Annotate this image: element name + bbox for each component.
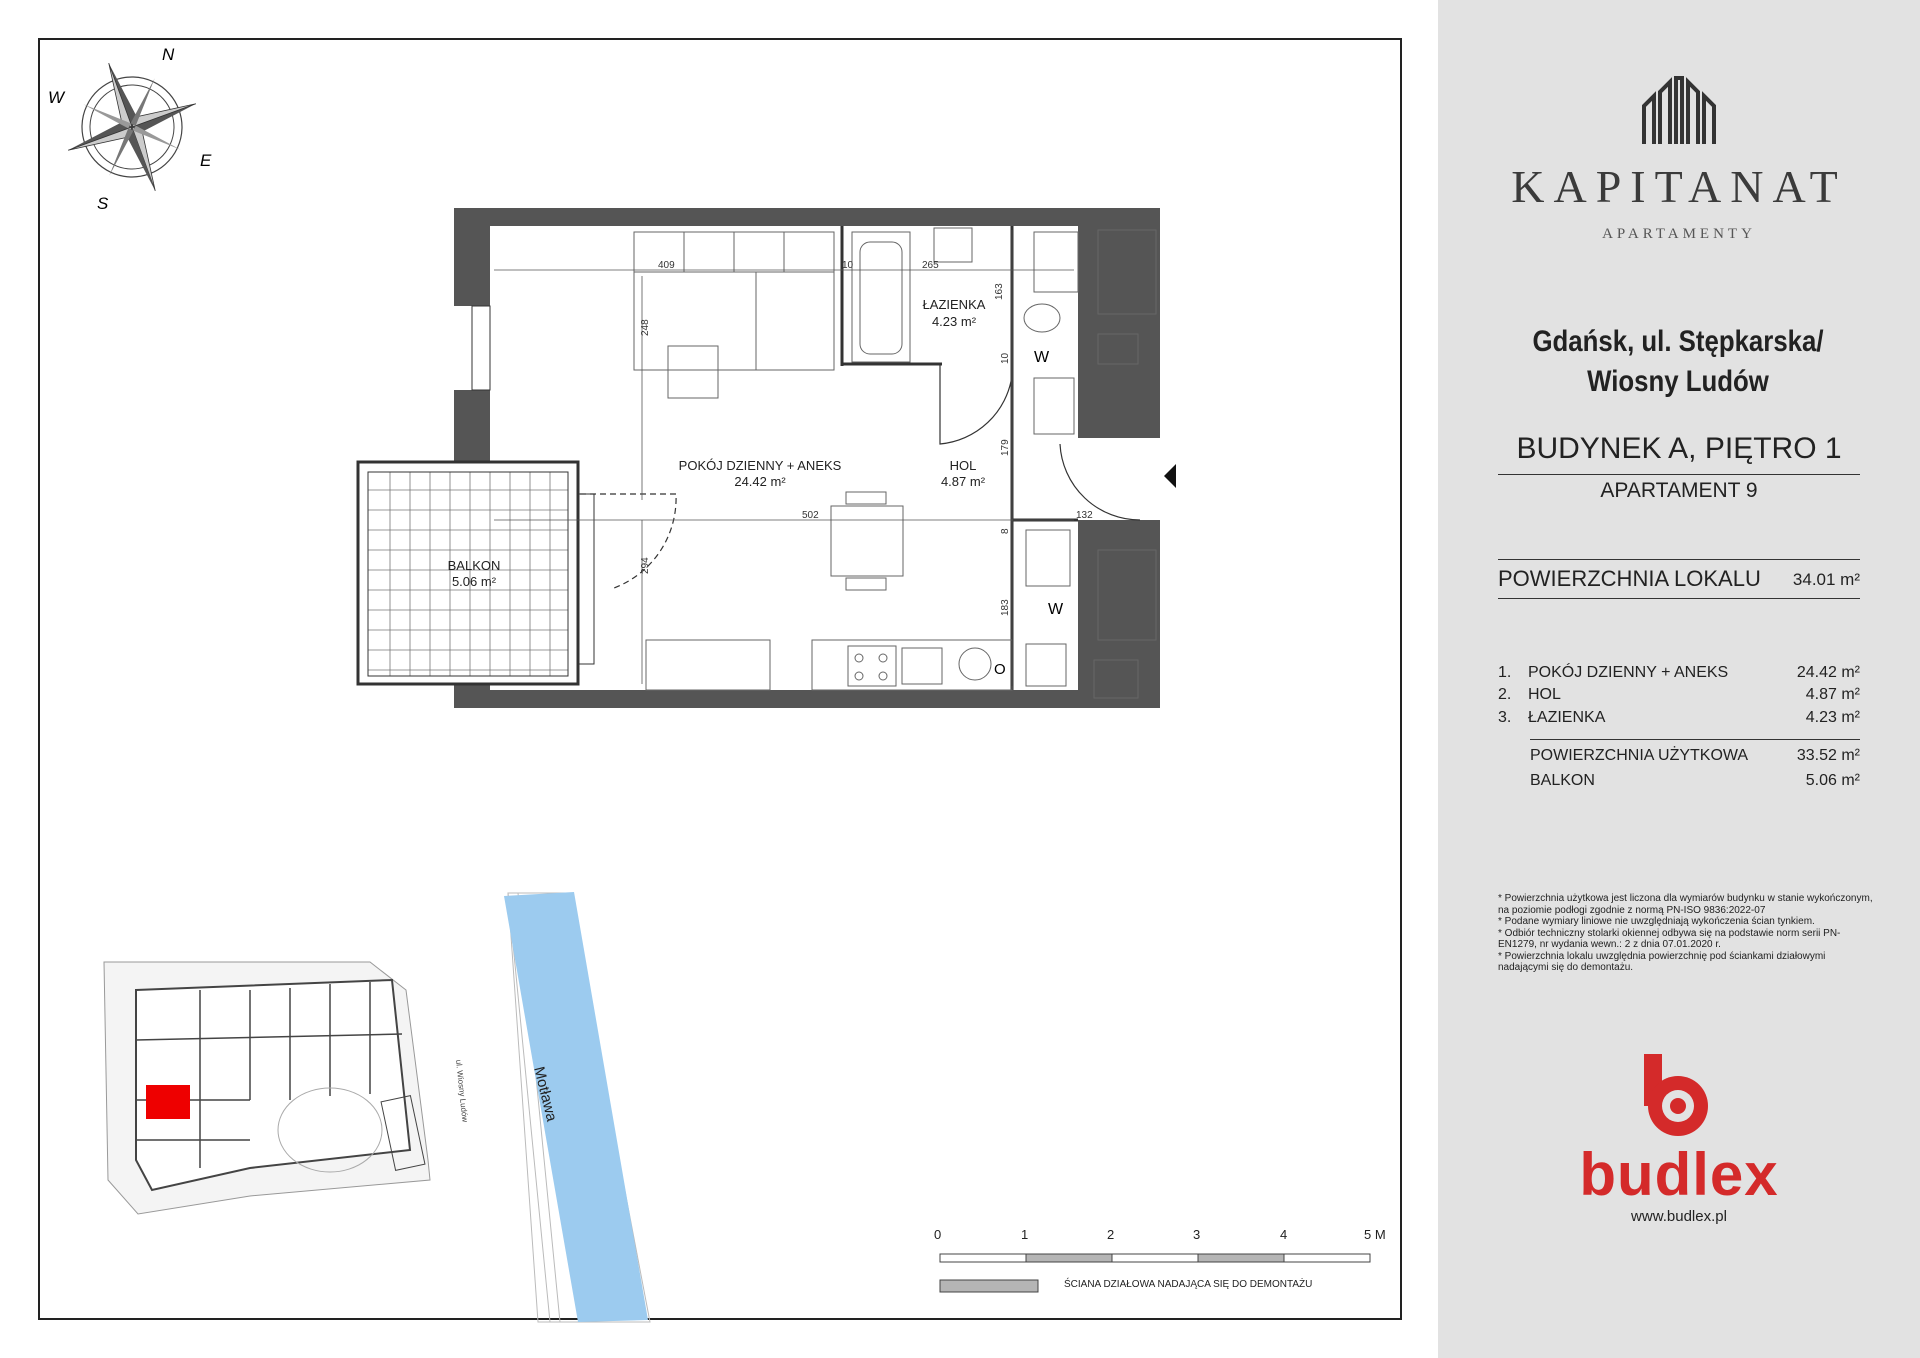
divider (1498, 474, 1860, 475)
scale-label-5: 5 M (1364, 1227, 1386, 1242)
dim-179: 179 (1000, 439, 1011, 456)
legend-text: ŚCIANA DZIAŁOWA NADAJĄCA SIĘ DO DEMONTAŻU (1064, 1279, 1313, 1290)
room-name-balkon: BALKON (447, 558, 501, 573)
list-item: 2. HOL 4.87 m² (1498, 686, 1860, 703)
budlex-logo-icon (1638, 1054, 1718, 1138)
footnotes: * Powierzchnia użytkowa jest liczona dla wymiarów budynku w stanie wykończonym, na poziomie podłogi zgodnie z normą PN-ISO 9836:2022-07 * Podane wymiary liniowe nie uwzględniają wykończenia ścian tynkiem. * Odbiór techniczny stolarki okiennej odbywa się na podstawie norm serii PN-EN1279, nr wydania wewn.: 2 z dnia 07.01.2020 r. * Powierzchnia lokalu uwzględnia powierzchnię pod ściankami działowymi nadającymi się do demontażu. (1498, 893, 1873, 973)
site-map (104, 892, 650, 1322)
dim-409: 409 (658, 260, 675, 271)
room-area-hol: 4.87 m² (940, 474, 986, 489)
area-label: POWIERZCHNIA LOKALU (1498, 566, 1761, 591)
logo-title: KAPITANAT (1511, 161, 1847, 212)
area-value: 34.01 m² (1792, 570, 1860, 589)
building-floor: BUDYNEK A, PIĘTRO 1 (1516, 432, 1842, 465)
list-item: 3. ŁAZIENKA 4.23 m² (1498, 709, 1860, 726)
dim-163: 163 (994, 283, 1005, 300)
building-logo-icon (1638, 74, 1718, 146)
river-label: Motława (530, 1064, 561, 1124)
dim-183: 183 (1000, 599, 1011, 616)
balcony-area-row: BALKON 5.06 m² (1530, 772, 1860, 789)
compass-n-label: N (162, 45, 175, 64)
dim-8: 8 (1000, 528, 1011, 534)
divider (1530, 739, 1860, 740)
compass-s-label: S (97, 194, 109, 213)
address: Gdańsk, ul. Stępkarska/ Wiosny Ludów (1532, 325, 1824, 398)
scale-label-1: 1 (1021, 1227, 1029, 1242)
room-area-balkon: 5.06 m² (451, 574, 497, 589)
room-name-hol: HOL (949, 458, 977, 473)
divider (1498, 559, 1860, 560)
compass-rose-icon (45, 40, 219, 214)
room-area-lazienka: 4.23 m² (931, 314, 977, 329)
scale-label-0: 0 (934, 1227, 942, 1242)
room-name-pokoj: POKÓJ DZIENNY + ANEKS (678, 458, 842, 473)
fixture-w-upper: W (1034, 349, 1050, 366)
apartment-number: APARTAMENT 9 (1600, 479, 1758, 502)
info-sidebar (1438, 0, 1920, 1358)
scale-label-3: 3 (1193, 1227, 1201, 1242)
dim-294: 294 (640, 557, 651, 574)
balcony-area (358, 462, 578, 684)
brand-name: budlex (1579, 1141, 1779, 1208)
scale-label-4: 4 (1280, 1227, 1288, 1242)
list-item: 1. POKÓJ DZIENNY + ANEKS 24.42 m² (1498, 664, 1860, 681)
logo-subtitle: APARTAMENTY (1602, 226, 1756, 242)
dim-248: 248 (640, 319, 651, 336)
divider (1498, 598, 1860, 599)
scale-label-2: 2 (1107, 1227, 1115, 1242)
fixture-w-lower: W (1048, 601, 1064, 618)
compass-e-label: E (200, 151, 212, 170)
fixture-o: O (994, 661, 1006, 678)
street-label: ul. Wiosny Ludów (454, 1059, 470, 1123)
apartment-location-marker (146, 1085, 190, 1119)
dim-132: 132 (1076, 510, 1093, 521)
compass-w-label: W (48, 88, 65, 107)
dim-265: 265 (922, 260, 939, 271)
dim-10b: 10 (1000, 352, 1011, 364)
room-name-lazienka: ŁAZIENKA (922, 297, 986, 312)
dim-10a: 10 (842, 260, 854, 271)
usable-area-row: POWIERZCHNIA UŻYTKOWA 33.52 m² (1530, 747, 1860, 764)
dim-502: 502 (802, 510, 819, 521)
room-area-pokoj: 24.42 m² (734, 474, 786, 489)
website-link[interactable]: www.budlex.pl (1631, 1208, 1727, 1225)
